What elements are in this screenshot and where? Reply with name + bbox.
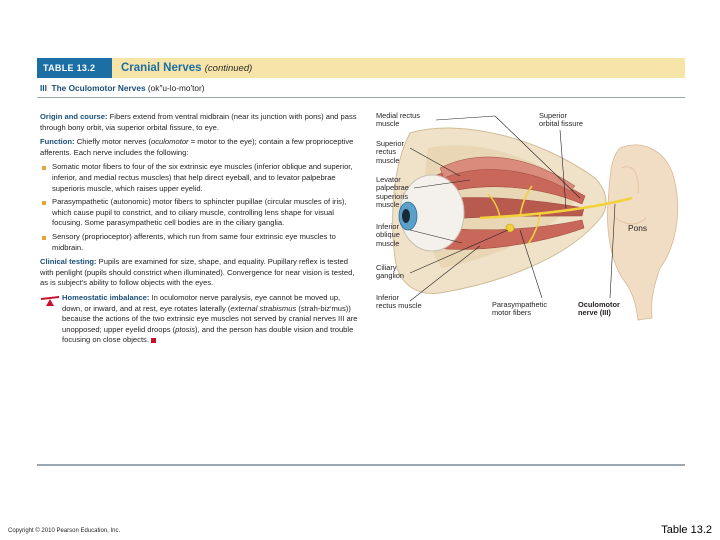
- label-ciliary-ganglion: Ciliary ganglion: [376, 263, 404, 281]
- origin-paragraph: [40, 112, 358, 133]
- imbalance-paragraph: [40, 293, 358, 346]
- nerve-name: The Oculomotor Nerves: [51, 83, 146, 93]
- imbalance-italic-strabismus: external strabismus: [230, 303, 297, 313]
- origin-text: Fibers extend from ventral midbrain (near its junction with pons) and pass through bony orbit, via superior orbital fissure, to eye.: [40, 112, 357, 132]
- table-tag: TABLE 13.2: [37, 58, 112, 78]
- imbalance-text-c: ), and the person has double vision and trouble focusing on close objects.: [62, 324, 354, 345]
- label-superior-orbital-fissure: Superior orbital fissure: [539, 111, 583, 129]
- heading-rule: [37, 97, 685, 98]
- function-bullet: Sensory (proprioceptor) afferents, which run from same four extrinsic eye muscles to midbrain.: [50, 232, 358, 253]
- nerve-numeral: III: [40, 83, 47, 93]
- function-label: Function:: [40, 137, 75, 147]
- label-inferior-rectus: Inferior rectus muscle: [376, 293, 422, 311]
- imbalance-text-b: (strah-biz′mus)) because the actions of the two extrinsic eye muscles not served by cranial nerves III are unopposed; upper eyelid droops (: [62, 303, 358, 334]
- homeostatic-imbalance-icon: [40, 295, 60, 307]
- function-text-b: = motor to the eye); contain a few proprioceptive afferents. Each nerve includes the following:: [40, 137, 354, 157]
- table-bottom-rule: [37, 464, 685, 466]
- label-levator-palpebrae: Levator palpebrae superioris muscle: [376, 175, 409, 210]
- clinical-label: Clinical testing:: [40, 257, 97, 267]
- imbalance-label: Homeostatic imbalance:: [62, 292, 150, 302]
- function-bullet: Somatic motor fibers to four of the six extrinsic eye muscles (inferior oblique and superior, inferior, and medial rectus muscles) that help direct eyeball, and to levator palpebrae superioris muscle, which raises upper eyelid.: [50, 162, 358, 194]
- clinical-paragraph: [40, 257, 358, 289]
- imbalance-text-a: In oculomotor nerve paralysis, eye cannot be moved up, down, or inward, and at rest, eye rotates laterally (: [62, 292, 341, 313]
- imbalance-italic-ptosis: ptosis: [175, 324, 195, 334]
- table-header: [37, 58, 685, 78]
- origin-label: Origin and course:: [40, 112, 108, 121]
- table-title-main: Cranial Nerves: [121, 62, 202, 74]
- nerve-pronunciation: (ok″u-lo-mo′tor): [147, 83, 205, 93]
- table-title-suffix: (continued): [204, 63, 253, 74]
- function-text-a: Chiefly motor nerves (: [76, 137, 151, 147]
- label-oculomotor-nerve: Oculomotor nerve (III): [578, 300, 620, 318]
- label-superior-rectus: Superior rectus muscle: [376, 139, 404, 165]
- clinical-text: Pupils are examined for size, shape, and equality. Pupillary reflex is tested with penlight (pupils should constrict when illuminated). Convergence for near vision is tested, as is subject's ability to follow objects with the eyes.: [40, 257, 355, 288]
- label-parasympathetic-fibers: Parasympathetic motor fibers: [492, 300, 548, 318]
- copyright-notice: Copyright © 2010 Pearson Education, Inc.: [8, 528, 121, 534]
- oculomotor-figure: [370, 108, 684, 330]
- slide-caption: Table 13.2: [661, 524, 712, 536]
- nerve-heading: [40, 83, 205, 93]
- function-bullet: Parasympathetic (autonomic) motor fibers to sphincter pupillae (circular muscles of iris), which cause pupil to constrict, and to ciliary muscle, controlling lens shape for visual focusing. Some parasympathetic cell bodies are in the ciliary ganglia.: [50, 197, 358, 229]
- function-paragraph: [40, 137, 358, 158]
- end-of-table-marker: [151, 338, 156, 343]
- function-italic: oculomotor: [151, 137, 189, 147]
- label-medial-rectus: Medial rectus muscle: [376, 111, 420, 129]
- label-pons: Pons: [628, 223, 648, 233]
- table-title: [121, 62, 252, 74]
- function-bullet-list: [40, 162, 358, 253]
- description-column: [40, 112, 358, 350]
- label-inferior-oblique: Inferior oblique muscle: [376, 222, 400, 248]
